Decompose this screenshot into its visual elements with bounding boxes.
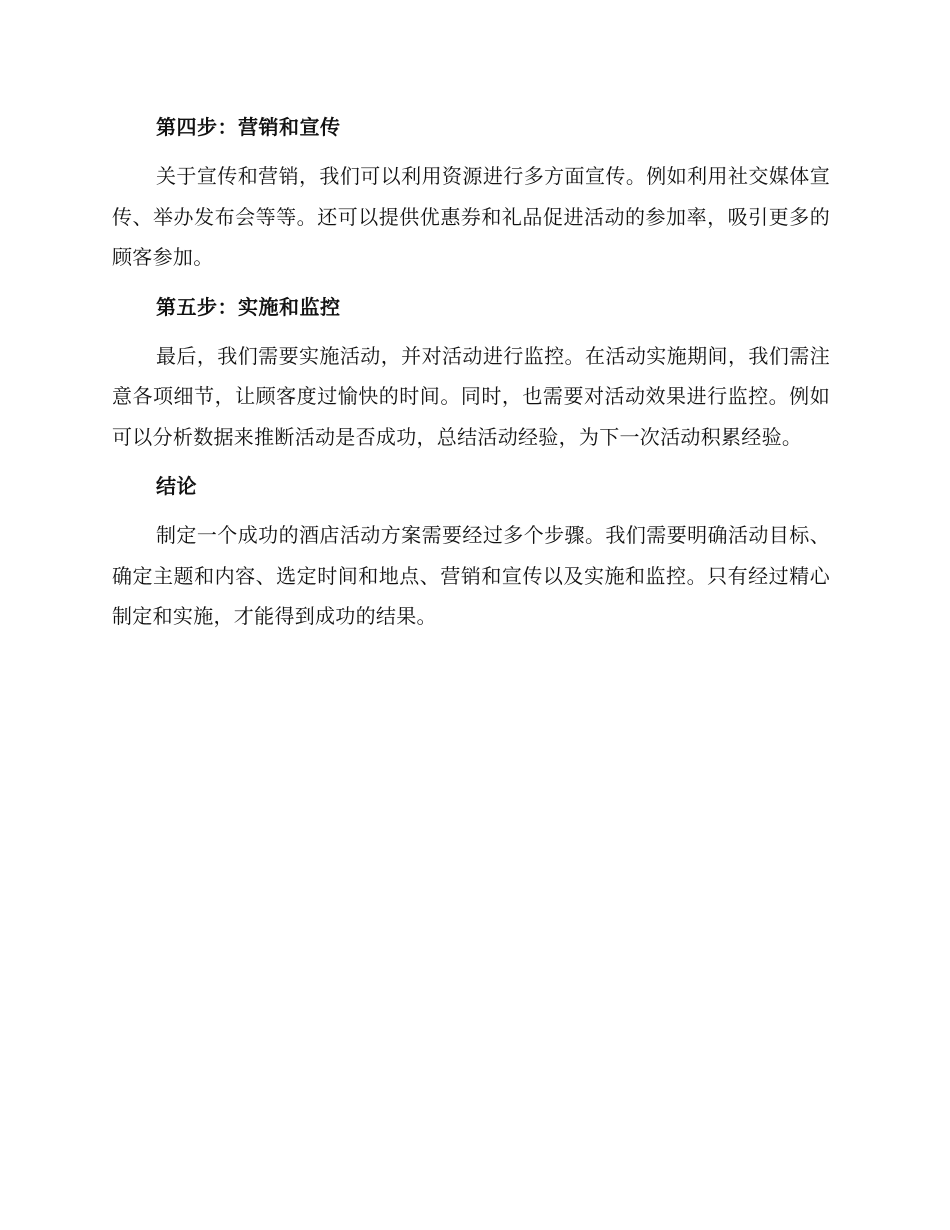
section-marketing — [112, 112, 830, 278]
section-heading: 第四步：营销和宣传 — [156, 115, 341, 139]
section-paragraph: 关于宣传和营销，我们可以利用资源进行多方面宣传。例如利用社交媒体宣传、举办发布会等等。还可以提供优惠券和礼品促进活动的参加率，吸引更多的顾客参加。 — [112, 164, 830, 269]
section-conclusion — [112, 471, 830, 637]
section-heading: 结论 — [156, 474, 197, 498]
document-content — [112, 112, 830, 637]
section-paragraph: 制定一个成功的酒店活动方案需要经过多个步骤。我们需要明确活动目标、确定主题和内容、选定时间和地点、营销和宣传以及实施和监控。只有经过精心制定和实施，才能得到成功的结果。 — [112, 523, 830, 628]
section-implementation — [112, 292, 830, 458]
section-heading: 第五步：实施和监控 — [156, 294, 341, 319]
section-paragraph: 最后，我们需要实施活动，并对活动进行监控。在活动实施期间，我们需注意各项细节，让顾客度过愉快的时间。同时，也需要对活动效果进行监控。例如可以分析数据来推断活动是否成功，总结活动经验，为下一次活动积累经验。 — [112, 343, 830, 449]
